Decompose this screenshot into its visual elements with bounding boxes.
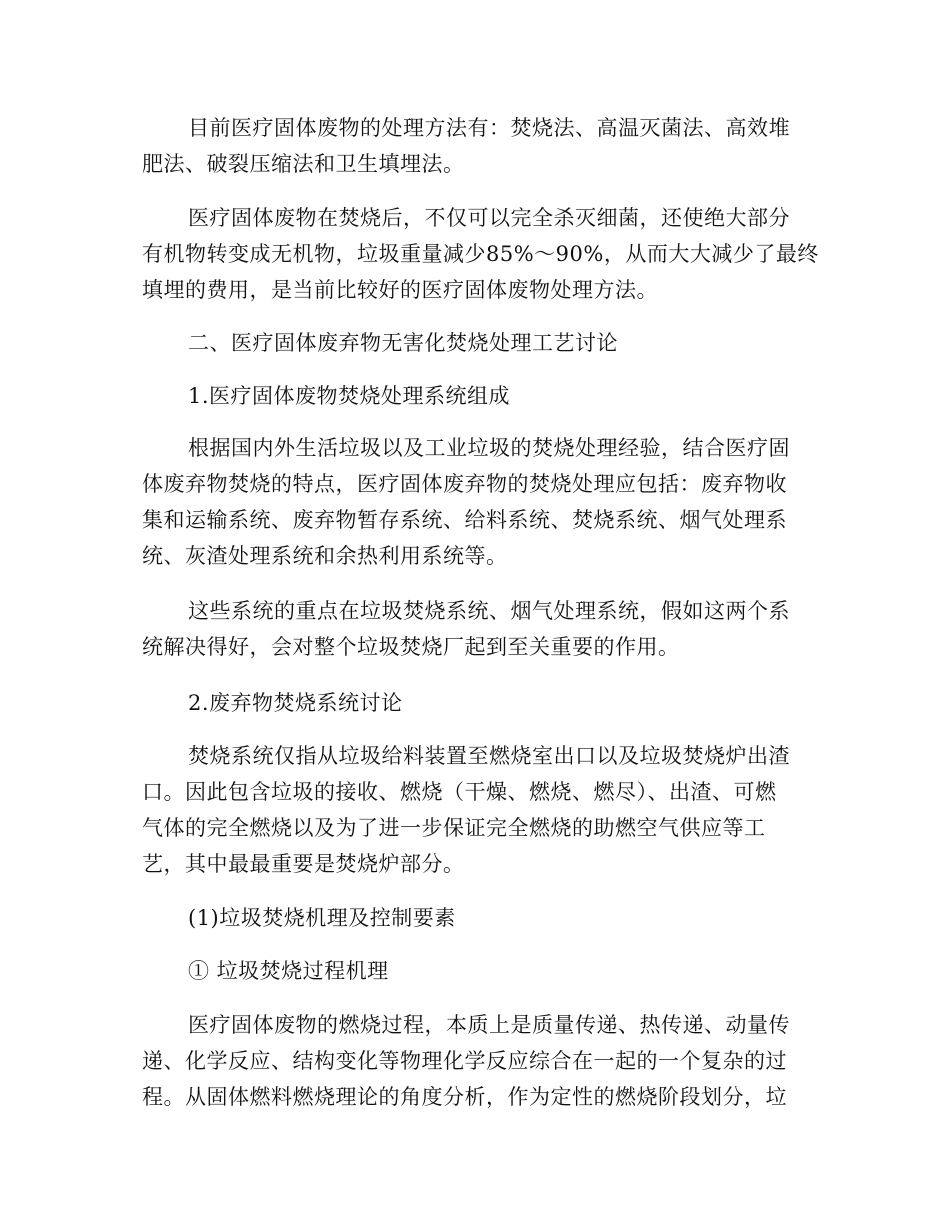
text-line: 统解决得好，会对整个垃圾焚烧厂起到至关重要的作用。 bbox=[142, 635, 680, 659]
paragraph-key-systems bbox=[142, 593, 802, 665]
text-line: 体废弃物焚烧的特点，医疗固体废弃物的焚烧处理应包括：废弃物收 bbox=[142, 472, 787, 496]
text-line: 根据国内外生活垃圾以及工业垃圾的焚烧处理经验，结合医疗固 bbox=[188, 436, 790, 460]
text-line: 有机物转变成无机物，垃圾重量减少85%～90%，从而大大减少了最终 bbox=[142, 242, 819, 266]
text-line: 艺，其中最最重要是焚烧炉部分。 bbox=[142, 852, 465, 876]
item-heading-1 bbox=[142, 900, 802, 936]
heading-text: 2.废弃物焚烧系统讨论 bbox=[188, 691, 403, 715]
item-heading-circled-1 bbox=[142, 953, 802, 989]
heading-text: (1)垃圾焚烧机理及控制要素 bbox=[188, 906, 456, 930]
text-line: 医疗固体废物的燃烧过程，本质上是质量传递、热传递、动量传 bbox=[188, 1013, 790, 1037]
paragraph-system-components bbox=[142, 430, 802, 574]
section-heading bbox=[142, 325, 802, 361]
text-line: 统、灰渣处理系统和余热利用系统等。 bbox=[142, 544, 508, 568]
text-line: 目前医疗固体废物的处理方法有：焚烧法、高温灭菌法、高效堆 bbox=[188, 116, 790, 140]
paragraph-combustion-process bbox=[142, 1007, 802, 1115]
text-line: 这些系统的重点在垃圾焚烧系统、烟气处理系统，假如这两个系 bbox=[188, 599, 790, 623]
heading-text: 1.医疗固体废物焚烧处理系统组成 bbox=[188, 384, 511, 408]
text-line: 递、化学反应、结构变化等物理化学反应综合在一起的一个复杂的过 bbox=[142, 1049, 787, 1073]
subsection-heading-1 bbox=[142, 378, 802, 414]
paragraph-treatment-methods bbox=[142, 110, 802, 182]
heading-text: 二、医疗固体废弃物无害化焚烧处理工艺讨论 bbox=[188, 331, 618, 355]
heading-text: ① 垃圾焚烧过程机理 bbox=[188, 959, 389, 983]
text-line: 填埋的费用，是当前比较好的医疗固体废物处理方法。 bbox=[142, 278, 658, 302]
text-line: 集和运输系统、废弃物暂存系统、给料系统、焚烧系统、烟气处理系 bbox=[142, 508, 787, 532]
paragraph-incineration-benefits bbox=[142, 200, 819, 308]
text-line: 焚烧系统仅指从垃圾给料装置至燃烧室出口以及垃圾焚烧炉出渣 bbox=[188, 744, 790, 768]
text-line: 肥法、破裂压缩法和卫生填埋法。 bbox=[142, 152, 465, 176]
text-line: 程。从固体燃料燃烧理论的角度分析，作为定性的燃烧阶段划分，垃 bbox=[142, 1085, 787, 1109]
paragraph-incineration-system bbox=[142, 738, 802, 882]
subsection-heading-2 bbox=[142, 685, 802, 721]
text-line: 口。因此包含垃圾的接收、燃烧（干燥、燃烧、燃尽）、出渣、可燃 bbox=[142, 780, 777, 804]
text-line: 气体的完全燃烧以及为了进一步保证完全燃烧的助燃空气供应等工 bbox=[142, 816, 766, 840]
text-line: 医疗固体废物在焚烧后，不仅可以完全杀灭细菌，还使绝大部分 bbox=[188, 206, 790, 230]
